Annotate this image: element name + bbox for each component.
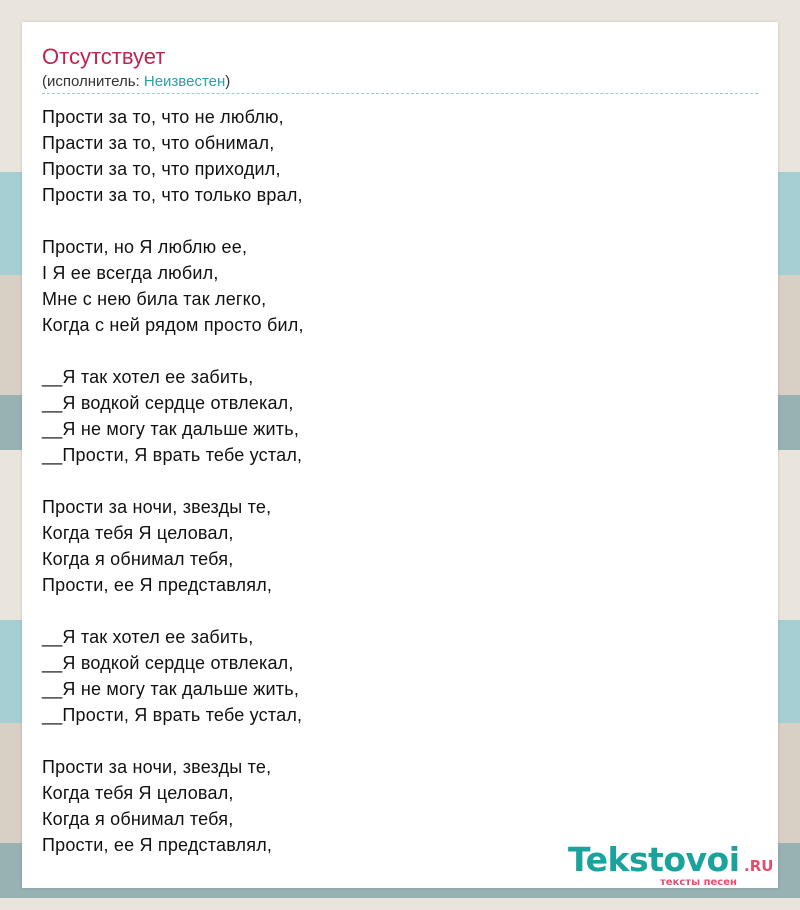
logo-tagline: тексты песен [660, 877, 737, 888]
lyric-line: Прости, но Я люблю ее, [42, 237, 248, 257]
lyric-line: __Я так хотел ее забить, [42, 367, 254, 387]
lyric-line: Прости за то, что приходил, [42, 159, 281, 179]
logo-wordmark: Tekstovoi [568, 840, 740, 879]
lyric-line: Мне с нею била так легко, [42, 289, 267, 309]
artist-link[interactable]: Неизвестен [143, 73, 226, 90]
lyric-line: Прости, ее Я представлял, [42, 575, 273, 595]
lyric-line: Когда я обнимал тебя, [42, 809, 234, 829]
lyric-line: Прасти за то, что обнимал, [42, 133, 275, 153]
lyric-line: Прости за то, что только врал, [42, 185, 303, 205]
lyric-line: __Прости, Я врать тебе устал, [42, 705, 303, 725]
lyric-line: __Я не могу так дальше жить, [42, 679, 300, 699]
artist-suffix: ) [225, 73, 231, 90]
site-logo[interactable] [568, 840, 778, 888]
lyric-line: Прости, ее Я представлял, [42, 835, 273, 855]
artist-line [42, 73, 230, 91]
lyric-line: __Я не могу так дальше жить, [42, 419, 300, 439]
song-title: Отсутствует [42, 44, 166, 69]
lyric-line: __Прости, Я врать тебе устал, [42, 445, 303, 465]
lyric-line: __Я водкой сердце отвлекал, [42, 653, 294, 673]
lyric-line: Когда я обнимал тебя, [42, 549, 234, 569]
lyric-line: Когда с ней рядом просто бил, [42, 315, 304, 335]
stanza-gap [42, 598, 742, 624]
lyric-line: І Я ее всегда любил, [42, 263, 219, 283]
lyric-line: Прости за то, что не люблю, [42, 107, 284, 127]
lyric-line: Прости за ночи, звезды те, [42, 497, 272, 517]
lyric-line: __Я так хотел ее забить, [42, 627, 254, 647]
stanza-gap [42, 338, 742, 364]
artist-prefix: (исполнитель: [42, 73, 144, 90]
stanza-gap [42, 208, 742, 234]
dashed-divider [42, 93, 758, 94]
lyric-line: Когда тебя Я целовал, [42, 523, 234, 543]
logo-tld: .RU [744, 857, 774, 875]
lyric-line: Когда тебя Я целовал, [42, 783, 234, 803]
lyrics-text [42, 104, 742, 858]
stanza-gap [42, 468, 742, 494]
lyric-line: Прости за ночи, звезды те, [42, 757, 272, 777]
lyric-line: __Я водкой сердце отвлекал, [42, 393, 294, 413]
lyrics-card [22, 22, 778, 888]
stanza-gap [42, 728, 742, 754]
